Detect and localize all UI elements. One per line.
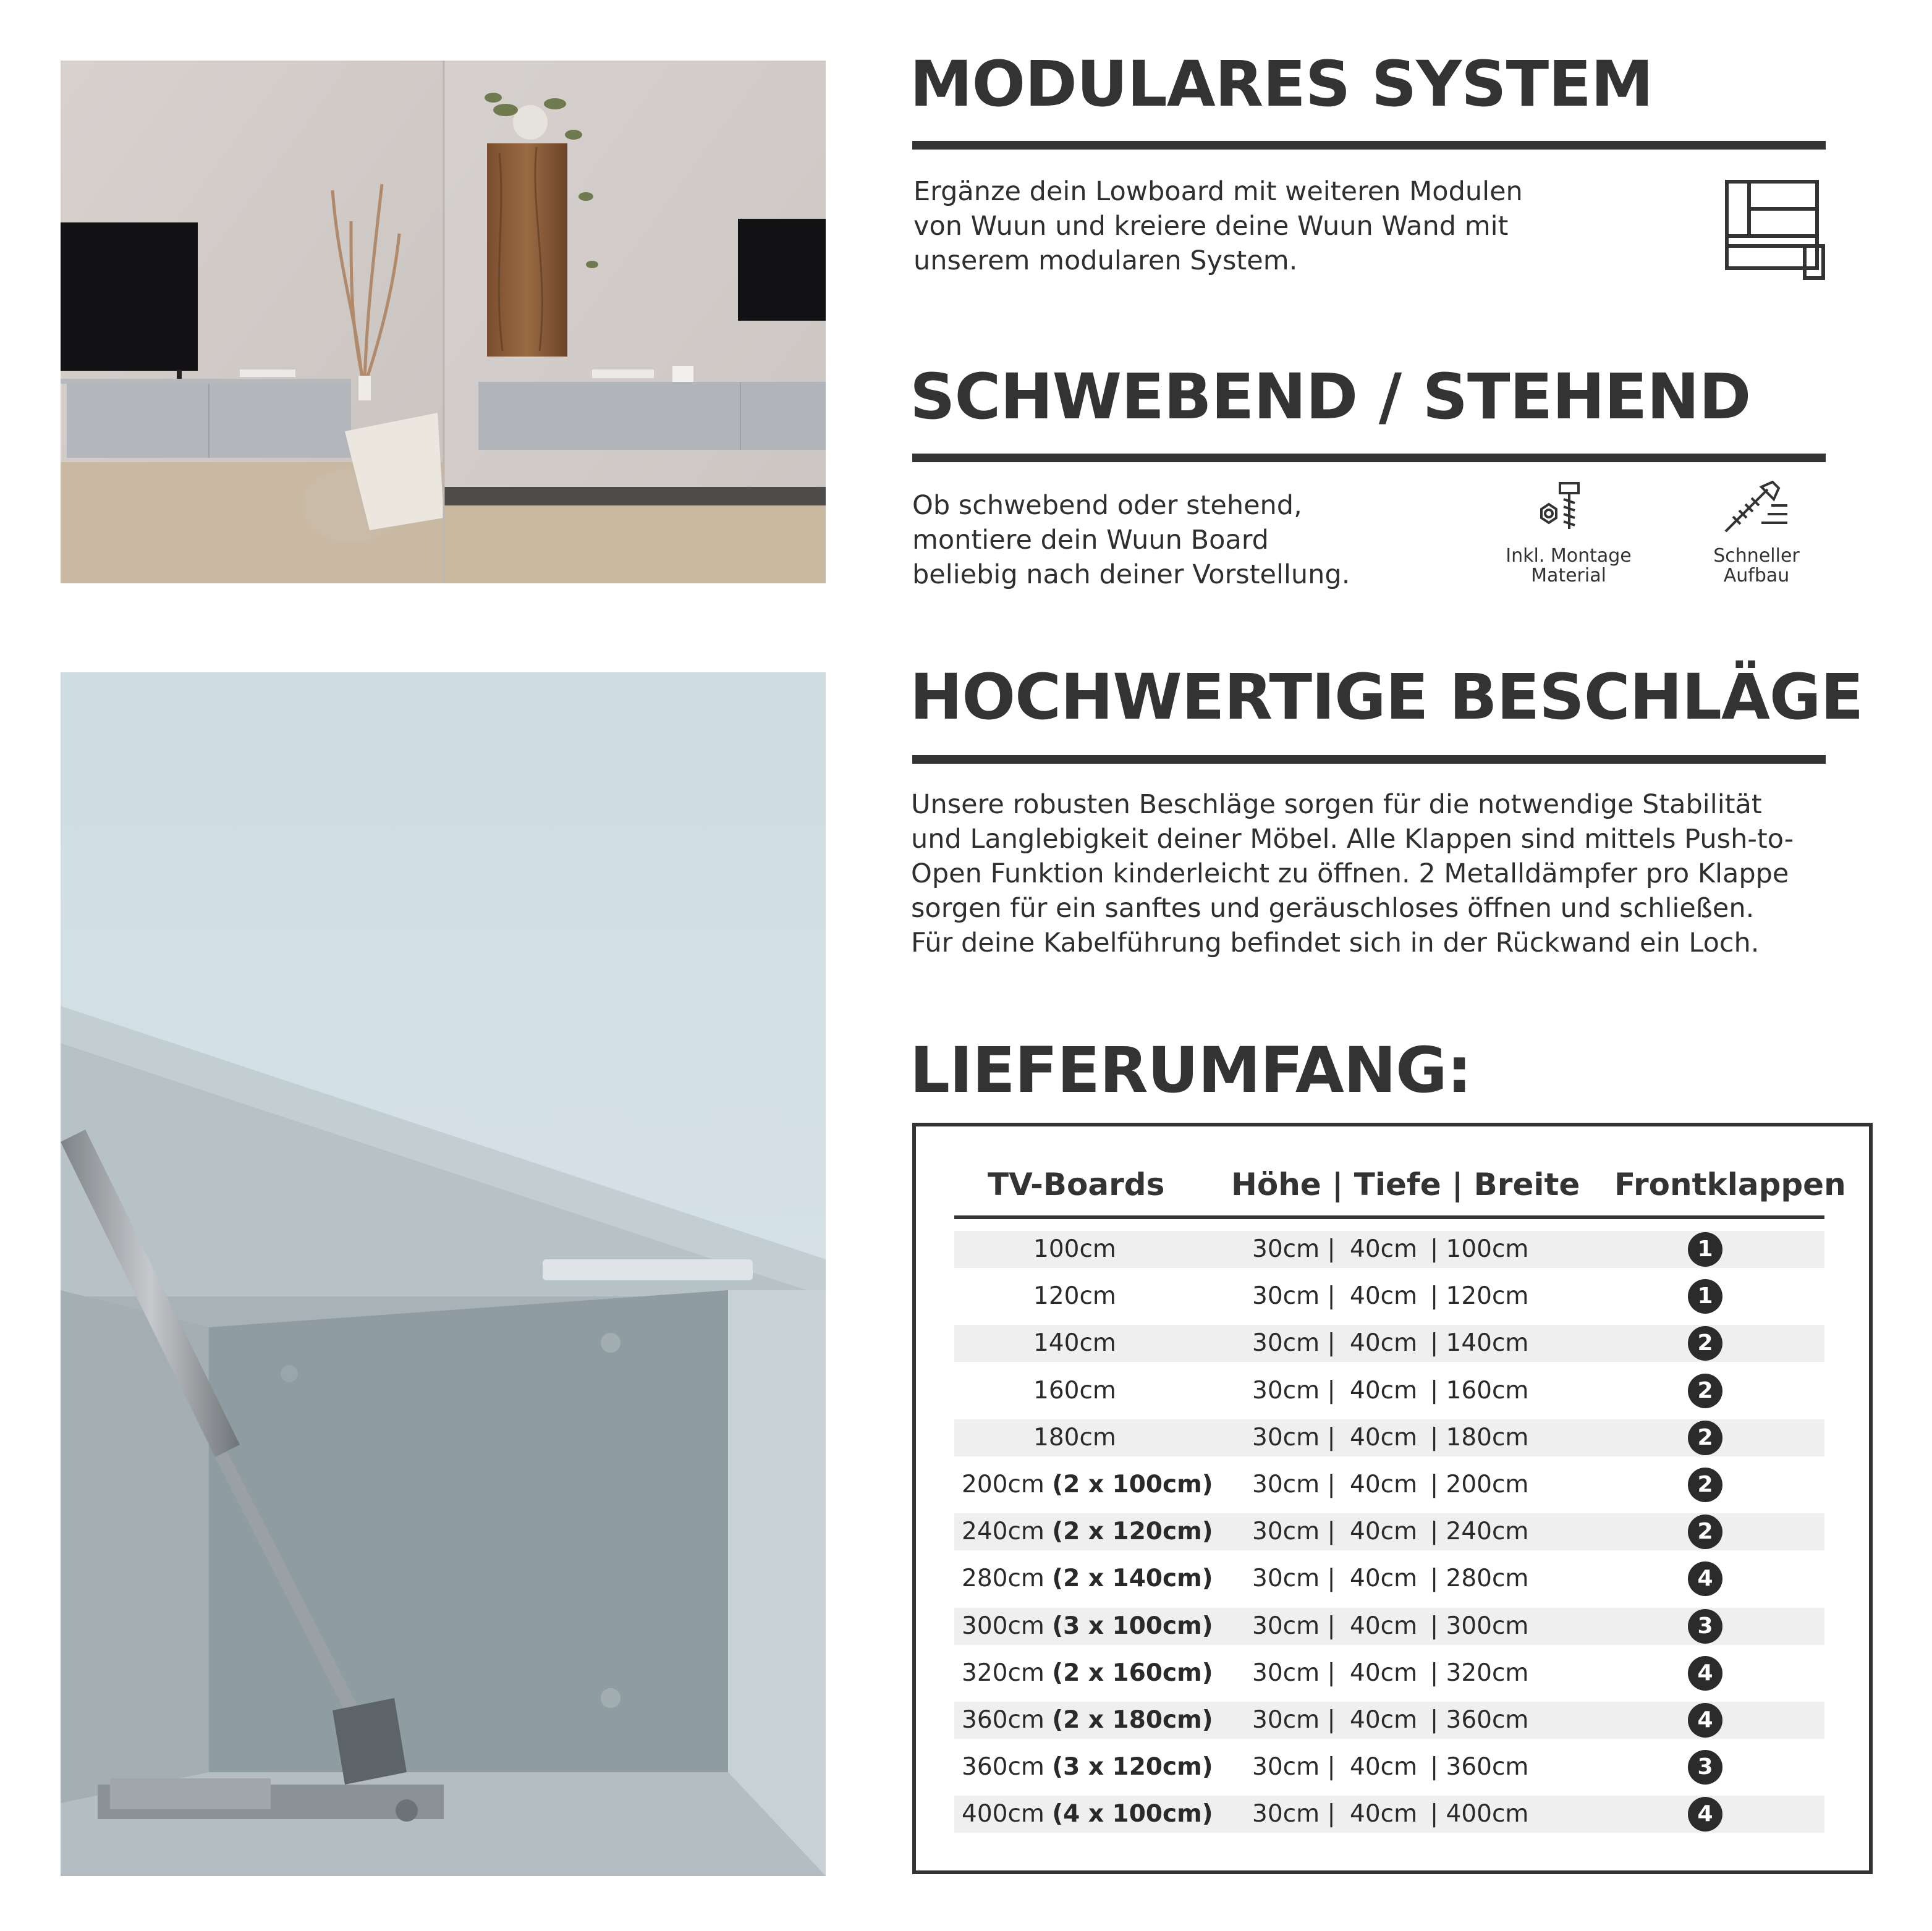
table-row [954, 1608, 1824, 1645]
width-cell: | 120cm [1430, 1282, 1529, 1310]
scope-of-delivery-heading: LIEFERUMFANG: [910, 1034, 1472, 1107]
board-size-cell [1033, 1236, 1116, 1263]
table-row [954, 1560, 1824, 1597]
depth-cell: 40cm [1350, 1282, 1418, 1310]
front-count-badge: 4 [1688, 1561, 1722, 1596]
fittings-line: und Langlebigkeit deiner Möbel. Alle Klappen sind mittels Push-to- [911, 824, 1794, 855]
hinge-illustration [61, 672, 826, 1876]
front-count-badge: 4 [1688, 1656, 1722, 1691]
depth-cell: 40cm [1350, 1706, 1418, 1734]
board-size: 180cm [1033, 1424, 1116, 1451]
board-size-cell [1033, 1377, 1116, 1405]
screw-nut-icon [1538, 481, 1587, 540]
front-count-badge: 3 [1688, 1750, 1722, 1785]
modular-line: von Wuun und kreiere deine Wuun Wand mit [913, 211, 1509, 242]
height-cell: 30cm | [1252, 1612, 1336, 1640]
height-cell: 30cm | [1252, 1565, 1336, 1592]
column-header-fronts: Frontklappen [1614, 1167, 1846, 1202]
front-count-badge: 2 [1688, 1326, 1722, 1361]
screwdriver-icon [1718, 477, 1792, 539]
board-size: 240cm [962, 1518, 1044, 1545]
board-combination: (2 x 160cm) [1052, 1659, 1213, 1687]
width-cell: | 280cm [1430, 1565, 1529, 1592]
board-combination: (2 x 120cm) [1052, 1518, 1213, 1545]
board-size: 100cm [1033, 1235, 1116, 1263]
height-cell: 30cm | [1252, 1753, 1336, 1781]
height-cell: 30cm | [1252, 1659, 1336, 1687]
fittings-line: Für deine Kabelführung befindet sich in der Rückwand ein Loch. [911, 927, 1760, 958]
board-size-cell [1033, 1424, 1116, 1451]
front-count-badge: 3 [1688, 1609, 1722, 1644]
table-row [954, 1466, 1824, 1503]
width-cell: | 320cm [1430, 1659, 1529, 1687]
width-cell: | 200cm [1430, 1471, 1529, 1498]
height-cell: 30cm | [1252, 1471, 1336, 1498]
fittings-heading: HOCHWERTIGE BESCHLÄGE [910, 661, 1863, 734]
front-count-badge: 1 [1688, 1232, 1722, 1267]
board-size-cell [962, 1754, 1213, 1781]
mounting-heading-rule [912, 454, 1826, 462]
depth-cell: 40cm [1350, 1377, 1418, 1405]
front-count-badge: 4 [1688, 1703, 1722, 1738]
mounting-heading: SCHWEBEND / STEHEND [910, 360, 1751, 434]
board-size-cell [962, 1613, 1213, 1640]
front-count-badge: 4 [1688, 1797, 1722, 1832]
width-cell: | 360cm [1430, 1706, 1529, 1734]
board-size: 160cm [1033, 1377, 1116, 1405]
board-size: 200cm [962, 1471, 1044, 1498]
fittings-description [911, 787, 1794, 960]
assembly-material-line1: Inkl. Montage [1506, 545, 1632, 567]
depth-cell: 40cm [1350, 1800, 1418, 1828]
table-row [954, 1231, 1824, 1268]
table-row [954, 1796, 1824, 1833]
table-row [954, 1655, 1824, 1692]
board-size: 400cm [962, 1800, 1044, 1828]
board-combination: (2 x 180cm) [1052, 1706, 1213, 1734]
quick-assembly-label [1676, 546, 1837, 586]
modular-heading-rule [912, 141, 1826, 150]
modular-line: unserem modularen System. [913, 245, 1298, 276]
living-room-illustration [61, 61, 826, 583]
fittings-line: Unsere robusten Beschläge sorgen für die notwendige Stabilität [911, 789, 1762, 820]
depth-cell: 40cm [1350, 1471, 1418, 1498]
depth-cell: 40cm [1350, 1612, 1418, 1640]
table-header-rule [954, 1215, 1824, 1219]
depth-cell: 40cm [1350, 1659, 1418, 1687]
fittings-line: Open Funktion kinderleicht zu öffnen. 2 Metalldämpfer pro Klappe [911, 858, 1789, 889]
modular-system-heading: MODULARES SYSTEM [910, 48, 1653, 121]
assembly-material-label [1488, 546, 1649, 586]
fittings-line: sorgen für ein sanftes und geräuschloses öffnen und schließen. [911, 893, 1755, 924]
board-size-cell [962, 1565, 1213, 1592]
height-cell: 30cm | [1252, 1706, 1336, 1734]
table-row [954, 1372, 1824, 1409]
width-cell: | 360cm [1430, 1753, 1529, 1781]
mounting-line: Ob schwebend oder stehend, [912, 490, 1302, 521]
depth-cell: 40cm [1350, 1565, 1418, 1592]
front-count-badge: 2 [1688, 1374, 1722, 1408]
depth-cell: 40cm [1350, 1424, 1418, 1451]
depth-cell: 40cm [1350, 1235, 1418, 1263]
modular-description [913, 174, 1523, 278]
table-row [954, 1749, 1824, 1786]
mounting-line: montiere dein Wuun Board [912, 525, 1269, 556]
board-size-cell [962, 1660, 1213, 1687]
depth-cell: 40cm [1350, 1753, 1418, 1781]
board-combination: (2 x 140cm) [1052, 1565, 1213, 1592]
board-size-cell [962, 1801, 1213, 1828]
column-header-dimensions: Höhe | Tiefe | Breite [1231, 1167, 1580, 1202]
table-row [954, 1513, 1824, 1550]
board-size-cell [962, 1518, 1213, 1545]
front-count-badge: 2 [1688, 1421, 1722, 1455]
height-cell: 30cm | [1252, 1424, 1336, 1451]
assembly-material-line2: Material [1531, 565, 1606, 586]
height-cell: 30cm | [1252, 1282, 1336, 1310]
front-count-badge: 1 [1688, 1279, 1722, 1314]
table-row [954, 1419, 1824, 1456]
fittings-heading-rule [912, 755, 1826, 764]
board-size-cell [1033, 1283, 1116, 1310]
quick-assembly-line2: Aufbau [1723, 565, 1790, 586]
board-size-cell [962, 1707, 1213, 1734]
width-cell: | 400cm [1430, 1800, 1529, 1828]
width-cell: | 180cm [1430, 1424, 1529, 1451]
table-row [954, 1702, 1824, 1739]
width-cell: | 300cm [1430, 1612, 1529, 1640]
height-cell: 30cm | [1252, 1518, 1336, 1545]
board-size: 320cm [962, 1659, 1044, 1687]
quick-assembly-line1: Schneller [1713, 545, 1800, 567]
width-cell: | 100cm [1430, 1235, 1529, 1263]
width-cell: | 140cm [1430, 1329, 1529, 1357]
hinge-closeup-photo [61, 672, 826, 1876]
living-room-photo [61, 61, 826, 583]
board-size: 120cm [1033, 1282, 1116, 1310]
height-cell: 30cm | [1252, 1235, 1336, 1263]
board-size: 280cm [962, 1565, 1044, 1592]
front-count-badge: 2 [1688, 1515, 1722, 1549]
board-combination: (2 x 100cm) [1052, 1471, 1213, 1498]
board-size: 360cm [962, 1753, 1044, 1781]
height-cell: 30cm | [1252, 1329, 1336, 1357]
height-cell: 30cm | [1252, 1800, 1336, 1828]
table-row [954, 1278, 1824, 1315]
front-count-badge: 2 [1688, 1468, 1722, 1502]
width-cell: | 160cm [1430, 1377, 1529, 1405]
mounting-line: beliebig nach deiner Vorstellung. [912, 559, 1350, 590]
mounting-description [912, 488, 1350, 592]
modular-line: Ergänze dein Lowboard mit weiteren Modulen [913, 176, 1523, 207]
board-combination: (4 x 100cm) [1052, 1800, 1213, 1828]
board-size: 140cm [1033, 1329, 1116, 1357]
height-cell: 30cm | [1252, 1377, 1336, 1405]
board-size: 360cm [962, 1706, 1044, 1734]
table-row [954, 1325, 1824, 1362]
board-size-cell [1033, 1330, 1116, 1357]
board-combination: (3 x 100cm) [1052, 1612, 1213, 1640]
board-combination: (3 x 120cm) [1052, 1753, 1213, 1781]
width-cell: | 240cm [1430, 1518, 1529, 1545]
depth-cell: 40cm [1350, 1329, 1418, 1357]
depth-cell: 40cm [1350, 1518, 1418, 1545]
modular-grid-icon [1724, 179, 1828, 281]
board-size-cell [962, 1471, 1213, 1498]
column-header-boards: TV-Boards [988, 1167, 1165, 1202]
board-size: 300cm [962, 1612, 1044, 1640]
